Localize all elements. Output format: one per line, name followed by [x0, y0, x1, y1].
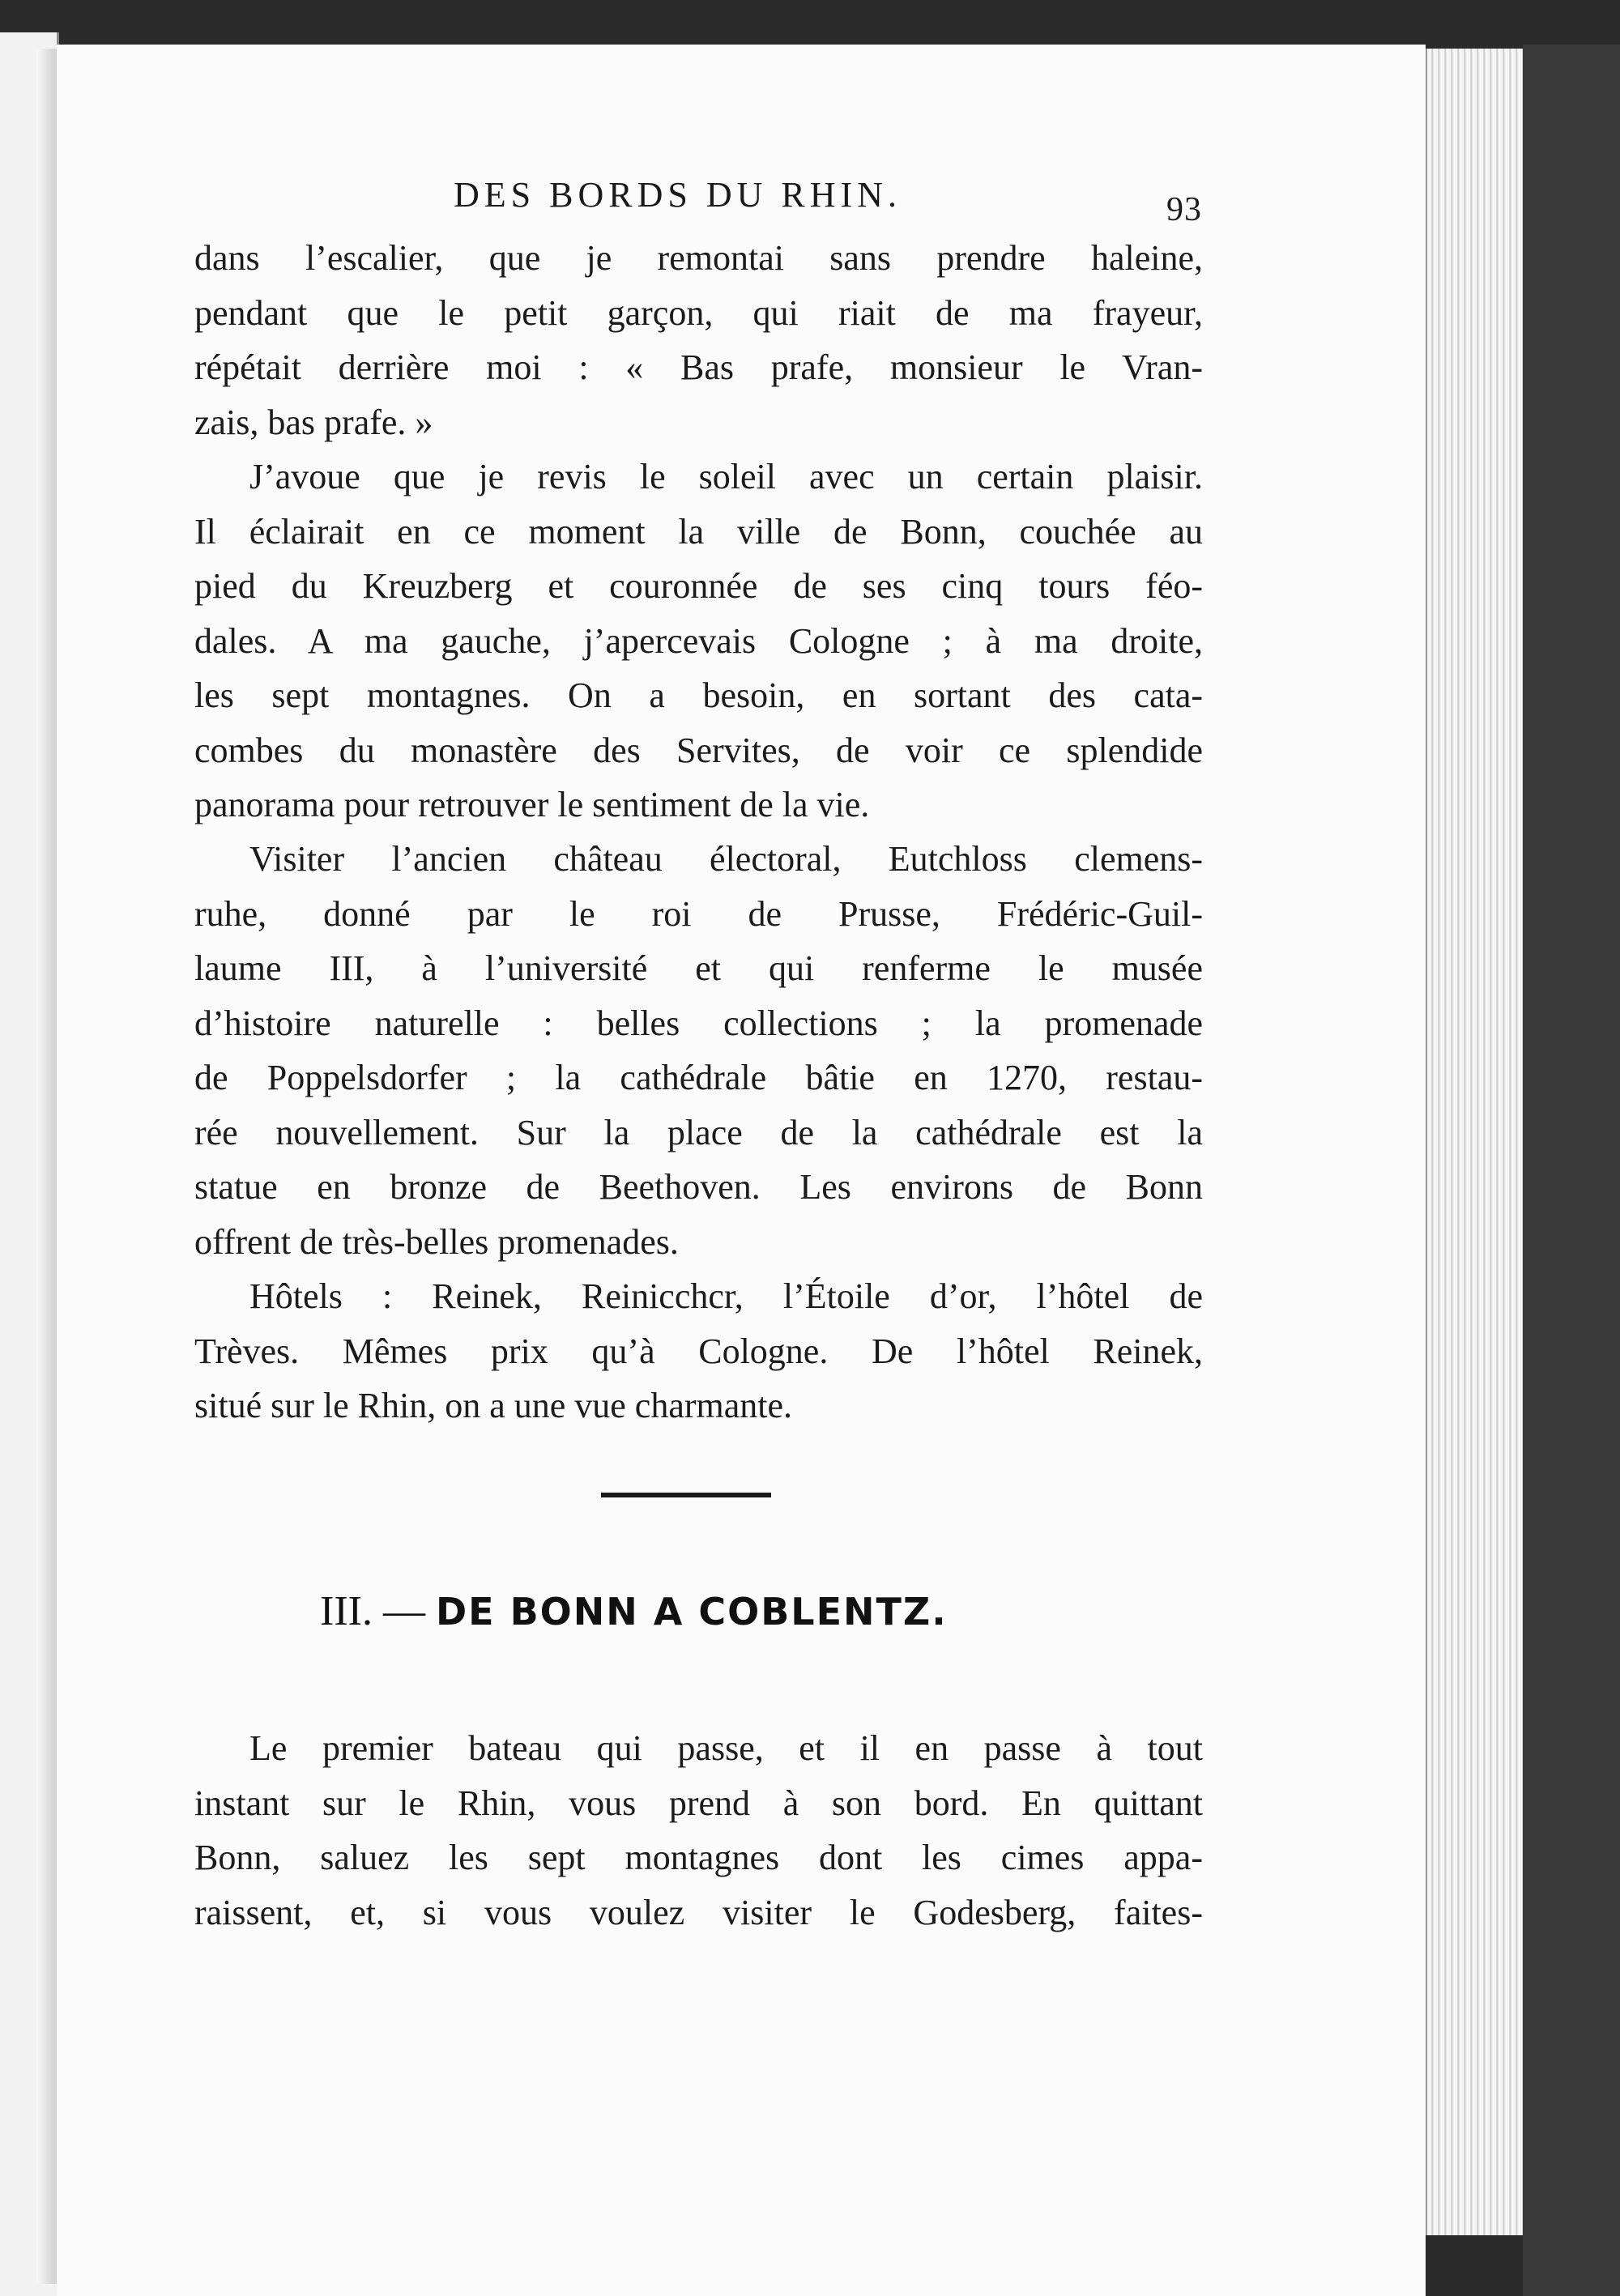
text-line: d’histoire naturelle : belles collections ; la promenade — [194, 1003, 1203, 1043]
text-line: dans l’escalier, que je remontai sans prendre haleine, — [194, 238, 1203, 278]
section-paragraph — [194, 1721, 1203, 1940]
text-line: de Poppelsdorfer ; la cathédrale bâtie en 1270, restau- — [194, 1058, 1203, 1097]
paragraph-1 — [194, 231, 1203, 449]
page-number: 93 — [1166, 191, 1202, 228]
book-cover-edge — [1523, 45, 1620, 2296]
text-line: pendant que le petit garçon, qui riait de ma frayeur, — [194, 292, 1203, 333]
text-line: répétait derrière moi : « Bas prafe, monsieur le Vran- — [194, 347, 1203, 387]
text-line: statue en bronze de Beethoven. Les environs de Bonn — [194, 1167, 1203, 1207]
text-line: rée nouvellement. Sur la place de la cathédrale est la — [194, 1112, 1203, 1152]
text-line: Visiter l’ancien château électoral, Eutchloss clemens- — [249, 839, 1203, 879]
text-line: situé sur le Rhin, on a une vue charmante. — [194, 1386, 793, 1425]
section-divider-rule — [601, 1493, 771, 1497]
text-line: panorama pour retrouver le sentiment de la vie. — [194, 785, 870, 824]
text-line: Le premier bateau qui passe, et il en passe à tout — [249, 1728, 1203, 1768]
paragraph-2 — [194, 449, 1203, 833]
text-line: zais, bas prafe. » — [194, 402, 433, 442]
text-line: combes du monastère des Servites, de voir ce splendide — [194, 730, 1203, 770]
text-line: Trèves. Mêmes prix qu’à Cologne. De l’hôtel Reinek, — [194, 1331, 1203, 1371]
text-line: raissent, et, si vous voulez visiter le Godesberg, faites- — [194, 1892, 1203, 1932]
text-line: pied du Kreuzberg et couronnée de ses cinq tours féo- — [194, 566, 1203, 606]
text-line: J’avoue que je revis le soleil avec un certain plaisir. — [249, 457, 1203, 496]
text-line: Bonn, saluez les sept montagnes dont les cimes appa- — [194, 1838, 1203, 1877]
page-block-edges — [1426, 49, 1524, 2235]
scanner-background — [0, 0, 1620, 45]
running-title: DES BORDS DU RHIN. — [454, 175, 902, 215]
section-number: III. — — [320, 1588, 425, 1634]
text-line: les sept montagnes. On a besoin, en sortant des cata- — [194, 675, 1203, 715]
section-title: DE BONN A COBLENTZ. — [435, 1590, 948, 1634]
paragraph-3 — [194, 832, 1203, 1269]
text-line: Il éclairait en ce moment la ville de Bonn, couchée au — [194, 511, 1203, 552]
paragraph-4 — [194, 1269, 1203, 1433]
running-header — [454, 174, 1207, 228]
text-line: laume III, à l’université et qui renferme le musée — [194, 948, 1203, 988]
text-line: offrent de très-belles promenades. — [194, 1221, 679, 1262]
book-gutter — [36, 49, 57, 2284]
text-line: ruhe, donné par le roi de Prusse, Frédéric-Guil- — [194, 893, 1203, 934]
text-line: instant sur le Rhin, vous prend à son bord. En quittant — [194, 1783, 1203, 1823]
text-line: Hôtels : Reinek, Reinicchcr, l’Étoile d’or, l’hôtel de — [249, 1276, 1203, 1316]
text-line: dales. A ma gauche, j’apercevais Cologne ; à ma droite, — [194, 620, 1203, 661]
section-heading — [320, 1587, 1130, 1644]
